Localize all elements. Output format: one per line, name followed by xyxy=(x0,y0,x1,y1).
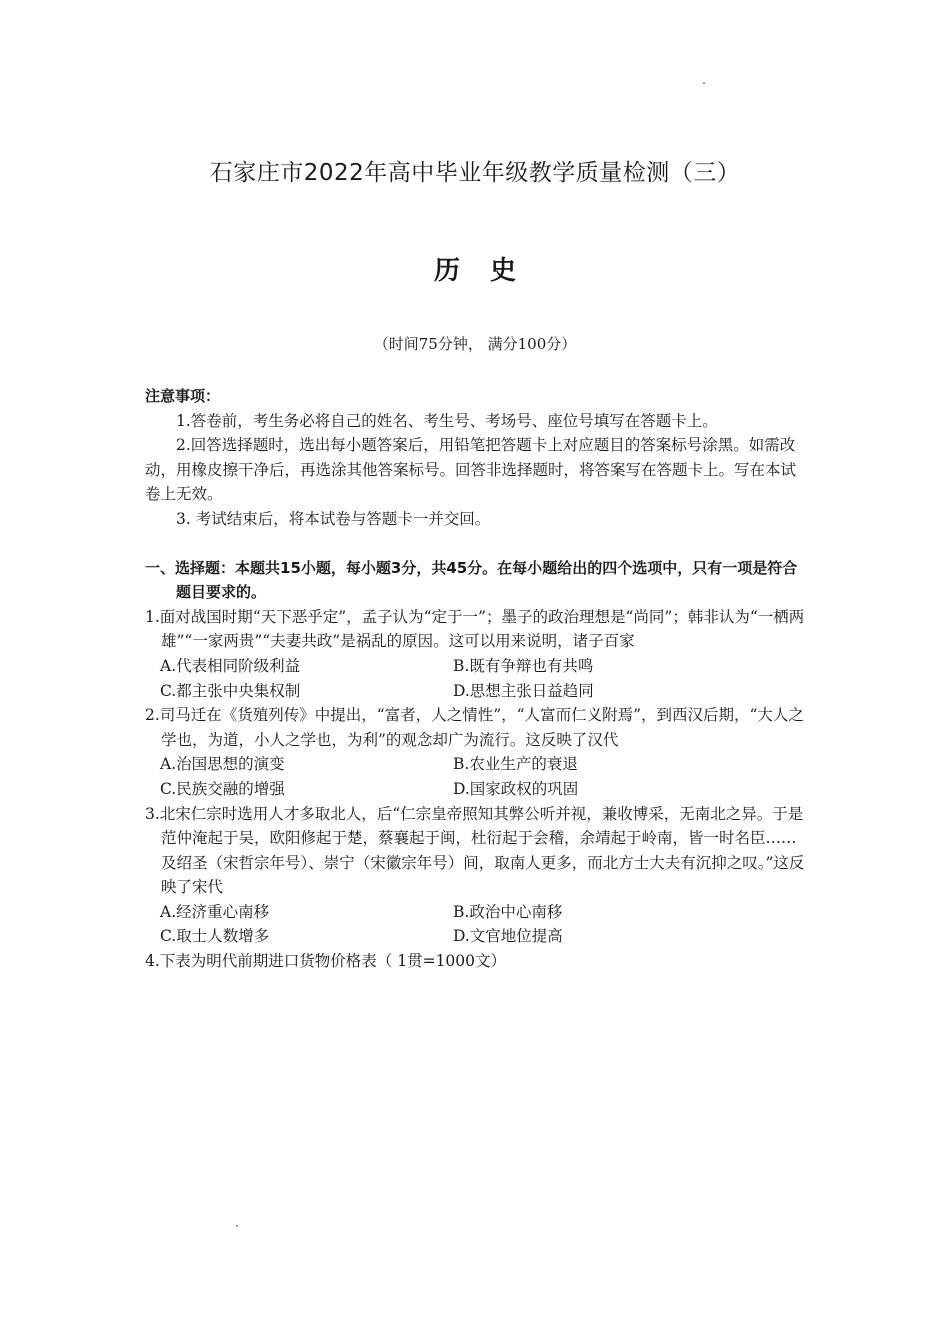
notice-heading: 注意事项： xyxy=(145,387,221,405)
exam-title: 石家庄市2022年高中毕业年级教学质量检测（三） xyxy=(209,160,741,186)
option-a: A.代表相同阶级利益 xyxy=(160,656,301,675)
option-c: C.都主张中央集权制 xyxy=(160,681,301,700)
option-a: A.治国思想的演变 xyxy=(160,755,285,774)
option-row xyxy=(145,679,810,704)
scan-speck xyxy=(703,82,705,84)
notice-item: 1.答卷前，考生务必将自己的姓名、考生号、考场号、座位号填写在答题卡上。 xyxy=(176,411,718,430)
question-1 xyxy=(145,605,810,703)
exam-content xyxy=(145,384,810,974)
option-row xyxy=(145,900,810,925)
question-stem: 3.北宋仁宗时选用人才多取北人，后“仁宗皇帝照知其弊公听并视，兼收博采，无南北之异。于是范仲淹起于吴，欧阳修起于楚，蔡襄起于闽，杜衍起于会稽，余靖起于岭南，皆一时名臣……及绍圣（宋哲宗年号）、崇宁（宋徽宗年号）间，取南人更多，而北方士大夫有沉抑之叹。”这反映了宋代 xyxy=(145,804,805,897)
scan-speck xyxy=(236,1225,238,1227)
option-c: C.民族交融的增强 xyxy=(160,779,285,798)
notice-item: 3. 考试结束后，将本试卷与答题卡一并交回。 xyxy=(176,509,491,528)
option-row xyxy=(145,654,810,679)
option-row xyxy=(145,752,810,777)
question-4 xyxy=(145,949,810,974)
question-stem: 4.下表为明代前期进口货物价格表（ 1贯=1000文） xyxy=(145,952,507,971)
option-d: D.国家政权的巩固 xyxy=(453,779,579,798)
option-b: B.既有争辩也有共鸣 xyxy=(453,656,594,675)
question-stem: 2.司马迁在《货殖列传》中提出，“富者，人之情性”，“人富而仁义附焉”，到西汉后期，“大人之学也，为道，小人之学也，为利”的观念却广为流行。这反映了汉代 xyxy=(145,706,804,749)
subject-heading: 历史 xyxy=(433,256,546,286)
option-row xyxy=(145,924,810,949)
option-b: B.政治中心南移 xyxy=(453,902,563,921)
option-row xyxy=(145,777,810,802)
option-c: C.取士人数增多 xyxy=(160,927,270,946)
option-d: D.文官地位提高 xyxy=(453,927,563,946)
question-2 xyxy=(145,703,810,801)
question-stem: 1.面对战国时期“天下恶乎定”，孟子认为“定于一”；墨子的政治理想是“尚同”；韩非认为“一栖两雄”“一家两贵”“夫妻共政”是祸乱的原因。这可以用来说明，诸子百家 xyxy=(145,607,805,651)
question-3 xyxy=(145,802,810,950)
section-heading: 一、选择题：本题共15小题，每小题3分，共45分。在每小题给出的四个选项中，只有一项是符合题目要求的。 xyxy=(145,558,798,602)
option-a: A.经济重心南移 xyxy=(160,902,270,921)
option-b: B.农业生产的衰退 xyxy=(453,755,578,774)
time-info: （时间75分钟， 满分100分） xyxy=(373,335,577,353)
notice-item: 2.回答选择题时，选出每小题答案后，用铅笔把答题卡上对应题目的答案标号涂黑。如需改动，用橡皮擦干净后，再选涂其他答案标号。回答非选择题时，将答案写在答题卡上。写在本试卷上无效。 xyxy=(145,436,797,504)
option-d: D.思想主张日益趋同 xyxy=(453,681,594,700)
